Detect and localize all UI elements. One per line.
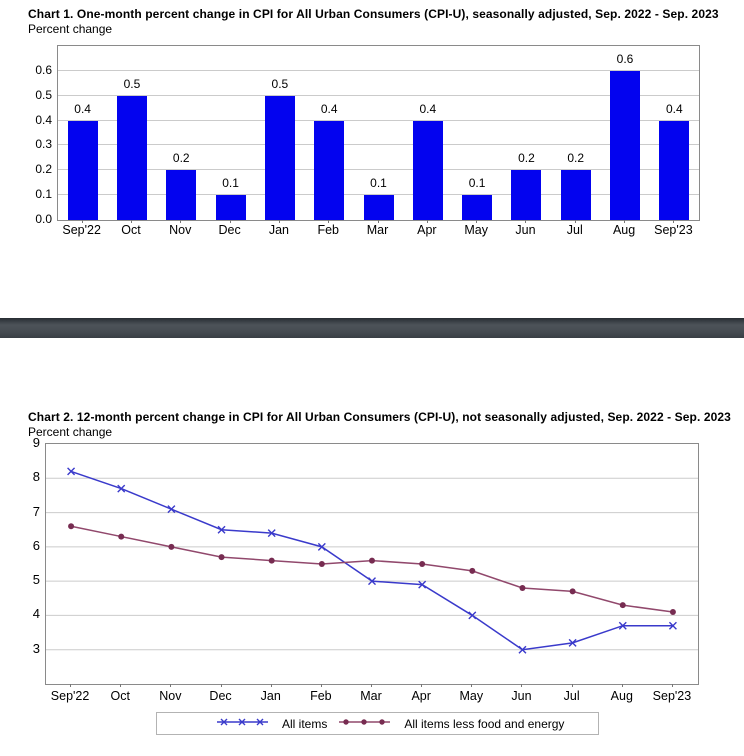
chart2-marker [168,506,175,513]
chart1-bar-Jun [511,170,541,220]
chart1-bar-value-label: 0.4 [665,101,683,116]
chart1-x-tick-label: Nov [169,223,192,237]
chart2-x-tick [622,684,623,687]
chart2-x-tick-label: Sep'22 [50,689,90,703]
chart2-y-tick-label: 4 [32,606,40,622]
chart1-x-tick [82,220,83,223]
chart2-y-tick-label: 5 [32,572,40,588]
chart1-x-axis-labels [57,223,698,237]
chart1-bar-value-label: 0.6 [616,51,634,66]
chart1-bar-Mar [364,195,394,220]
chart1-x-tick [131,220,132,223]
chart1-x-tick-label: Apr [417,223,437,237]
chart1-y-tick-label: 0.1 [35,187,52,202]
chart2-marker [670,609,676,615]
chart1-gridline [58,169,699,170]
legend-label-core: All items less food and energy [404,716,565,731]
chart1-x-tick-label: Jan [268,223,289,237]
chart1-bar-May [462,195,492,220]
chart1-x-tick-label: Aug [612,223,636,237]
chart1-x-tick-label: Feb [317,223,339,237]
chart1-bar-Sep'23 [659,121,689,220]
chart1-bar-value-label: 0.4 [74,101,91,116]
chart1-x-tick [180,220,181,223]
chart2-x-tick [170,684,171,687]
chart2-x-tick-label: Dec [209,689,232,703]
chart2-marker [519,585,525,591]
chart2-x-tick-label: Oct [110,689,130,703]
chart1-x-tick [427,220,428,223]
legend-item-all-items-less-food-energy [337,716,564,731]
chart2-x-tick [471,684,472,687]
chart1-y-tick-label: 0.6 [35,62,52,77]
chart1-bar-Sep'22 [68,121,98,220]
chart2-x-tick-label: Sep'23 [652,689,692,703]
chart1-bar-Jul [561,170,591,220]
chart2-x-tick [221,684,222,687]
chart1-y-tick-label: 0.3 [35,137,52,152]
chart1-x-tick [230,220,231,223]
chart1-gridline [58,120,699,121]
chart1-gridline [58,70,699,71]
chart1-bar-value-label: 0.5 [123,76,141,91]
chart2-marker [168,544,174,550]
chart2-x-tick-label: May [459,689,484,703]
chart2-marker [269,558,275,564]
chart2-x-tick-label: Feb [310,689,332,703]
chart2-marker [369,558,375,564]
chart2-x-tick-label: Jun [511,689,532,703]
chart2-x-tick-label: Aug [610,689,633,703]
chart1-gridline [58,95,699,96]
chart2-y-tick-label: 8 [32,469,40,485]
chart2-y-tick-label: 6 [32,537,40,553]
chart2-x-tick-label: Nov [159,689,182,703]
chart2-y-tick-label: 3 [32,640,40,656]
chart2-title: Chart 2. 12-month percent change in CPI for All Urban Consumers (CPI-U), not seasonally adjusted, Sep. 2022 - Sep. 2023 [28,410,731,424]
chart1-x-tick [476,220,477,223]
page-divider [0,318,744,338]
chart1-bar-value-label: 0.2 [518,151,535,166]
chart2-x-tick [572,684,573,687]
chart2-percent-change-label: Percent change [28,425,113,439]
chart1-gridline [58,144,699,145]
chart1-bar-value-label: 0.2 [172,151,190,166]
chart2-line-all-items-less-food-and-energy [71,526,673,612]
chart1-x-tick [673,220,674,223]
chart1-x-tick-label: Dec [218,223,241,237]
chart1-bar-Jan [265,96,295,220]
chart1-x-tick-label: Jun [515,223,536,237]
chart1-y-tick-label: 0.2 [35,162,52,177]
chart1-bar-value-label: 0.1 [370,176,387,191]
chart1-bar-value-label: 0.2 [567,151,585,166]
chart2-lines-svg [46,444,698,684]
all-items-line-swatch [215,716,270,731]
chart1-bar-value-label: 0.1 [468,176,486,191]
chart1-bar-value-label: 0.4 [419,101,437,116]
chart2-marker [68,468,75,475]
chart1-bar-value-label: 0.1 [222,176,239,191]
chart2-x-tick-label: Mar [360,689,382,703]
chart2-marker [319,561,325,567]
chart2-marker [570,588,576,594]
chart2-x-tick [120,684,121,687]
chart2-marker [68,523,74,529]
chart1-y-tick-label: 0.0 [35,212,52,226]
chart1-x-tick-label: Oct [121,223,141,237]
chart1-x-tick-label: Mar [366,223,389,237]
chart1-x-tick-label: Sep'23 [654,223,693,237]
chart1-x-tick [624,220,625,223]
chart2-marker [118,534,124,540]
chart1-bar-Nov [166,170,196,220]
chart1-title: Chart 1. One-month percent change in CPI for All Urban Consumers (CPI-U), seasonally adjusted, Sep. 2022 - Sep. 2023 [28,7,719,21]
chart1-percent-change-label: Percent change [28,22,113,36]
chart2-x-tick [672,684,673,687]
chart2-y-tick-label: 7 [32,503,40,519]
chart2-marker [118,485,125,492]
chart1-x-tick-label: Sep'22 [62,223,101,237]
chart2-x-tick [271,684,272,687]
chart2-x-tick-label: Jan [260,689,281,703]
legend-label-all-items: All items [282,716,328,731]
chart1-x-tick [328,220,329,223]
chart1-bar-Aug [610,71,640,220]
chart1-x-tick [378,220,379,223]
chart2-y-axis-labels [14,435,40,683]
chart1-y-tick-label: 0.4 [35,112,52,127]
chart2-x-tick [70,684,71,687]
chart2-x-tick [421,684,422,687]
chart2-x-tick [521,684,522,687]
chart2-marker [219,554,225,560]
chart1-y-tick-label: 0.5 [35,87,52,102]
chart1-x-tick [279,220,280,223]
chart1-bar-value-label: 0.5 [271,76,289,91]
chart1-x-tick [525,220,526,223]
chart1-bar-Feb [314,121,344,220]
core-line-swatch [337,716,392,731]
chart2-marker [620,602,626,608]
chart1-bar-Apr [413,121,443,220]
chart1-x-tick-label: May [464,223,488,237]
chart1-x-tick [575,220,576,223]
chart2-x-axis-labels [45,689,697,703]
chart1-bar-value-label: 0.4 [320,101,338,116]
chart2-x-tick [321,684,322,687]
legend-item-all-items [215,716,327,731]
chart2-marker [419,561,425,567]
chart1-plot-area [57,45,700,221]
chart1-y-axis-labels [20,45,52,226]
chart2-x-tick-label: Apr [411,689,431,703]
chart2-legend [156,712,599,735]
chart2-marker [469,568,475,574]
chart2-x-tick-label: Jul [563,689,580,703]
chart2-plot-area [45,443,699,685]
chart1-bar-Oct [117,96,147,220]
chart1-bar-Dec [216,195,246,220]
chart1-x-tick-label: Jul [566,223,583,237]
chart2-x-tick [371,684,372,687]
chart2-y-tick-label: 9 [32,435,40,450]
